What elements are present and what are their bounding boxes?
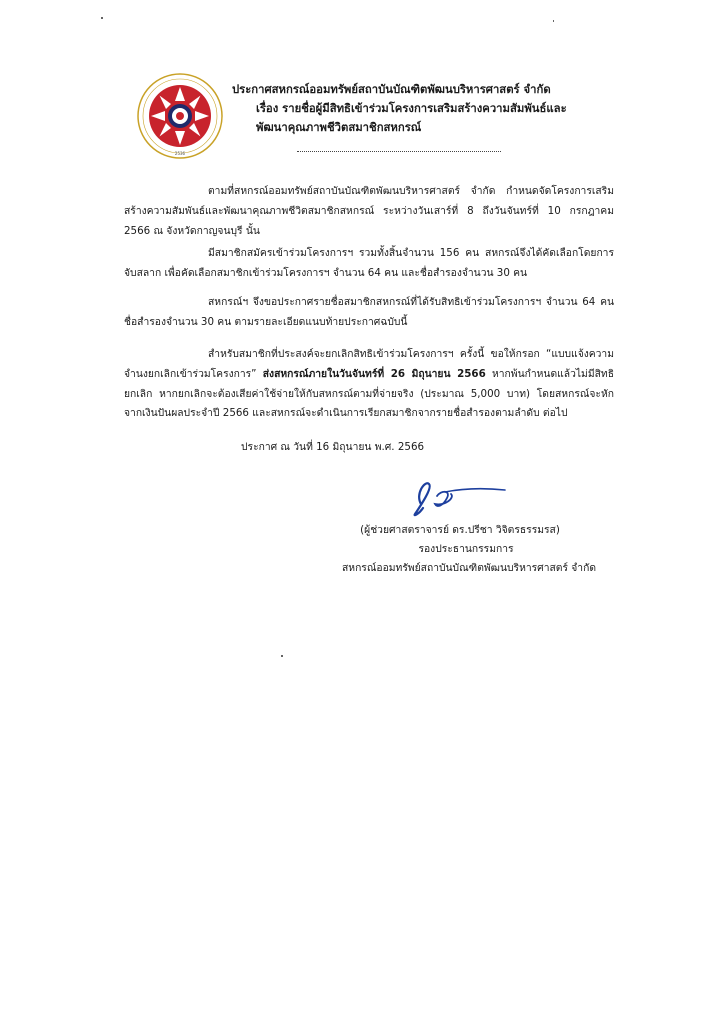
handwritten-signature [385, 474, 515, 520]
header-subject-cont: พัฒนาคุณภาพชีวิตสมาชิกสหกรณ์ [256, 121, 422, 134]
paragraph-3: สหกรณ์ฯ จึงขอประกาศรายชื่อสมาชิกสหกรณ์ที่ได้รับสิทธิเข้าร่วมโครงการฯ จำนวน 64 คน ชื่อสำรองจำนวน 30 คน ตามรายละเอียดแนบท้ายประกาศฉบับนี้ [124, 296, 614, 328]
scan-speck [281, 655, 283, 657]
scan-speck [553, 20, 554, 22]
signatory-organization: สหกรณ์ออมทรัพย์สถาบันบัณฑิตพัฒนบริหารศาสตร์ จำกัด [342, 562, 597, 574]
header-title: ประกาศสหกรณ์ออมทรัพย์สถาบันบัณฑิตพัฒนบริหารศาสตร์ จำกัด [232, 83, 551, 96]
announcement-date: ประกาศ ณ วันที่ 16 มิถุนายน พ.ศ. 2566 [241, 441, 425, 453]
announcement-header [232, 80, 577, 137]
signature-block [336, 521, 596, 578]
signatory-name: (ผู้ช่วยศาสตราจารย์ ดร.ปรีชา วิจิตรธรรมรส) [360, 524, 560, 536]
signatory-position: รองประธานกรรมการ [418, 543, 514, 555]
cooperative-seal-icon [136, 71, 224, 161]
header-divider [297, 150, 501, 152]
paragraph-2: มีสมาชิกสมัครเข้าร่วมโครงการฯ รวมทั้งสิ้นจำนวน 156 คน สหกรณ์จึงได้คัดเลือกโดยการจับสลาก เพื่อคัดเลือกสมาชิกเข้าร่วมโครงการฯ จำนวน 64 คน และชื่อสำรองจำนวน 30 คน [124, 247, 614, 279]
deadline-text: ส่งสหกรณ์ภายในวันจันทร์ที่ 26 มิถุนายน 2566 [262, 367, 486, 380]
paragraph-1: ตามที่สหกรณ์ออมทรัพย์สถาบันบัณฑิตพัฒนบริหารศาสตร์ จำกัด กำหนดจัดโครงการเสริมสร้างความสัมพันธ์และพัฒนาคุณภาพชีวิตสมาชิกสหกรณ์ ระหว่างวันเสาร์ที่ 8 ถึงวันจันทร์ที่ 10 กรกฎาคม 2566 ณ จังหวัดกาญจนบุรี นั้น [124, 185, 614, 237]
svg-text:2536: 2536 [174, 151, 186, 156]
scan-speck [101, 17, 103, 19]
header-subject: เรื่อง รายชื่อผู้มีสิทธิเข้าร่วมโครงการเสริมสร้างความสัมพันธ์และ [256, 102, 567, 115]
paragraph-4: สำหรับสมาชิกที่ประสงค์จะยกเลิกสิทธิเข้าร่วมโครงการฯ ครั้งนี้ ขอให้กรอก “แบบแจ้งความจำนงยกเลิกเข้าร่วมโครงการ” ส่งสหกรณ์ภายในวันจันทร์ที่ 26 มิถุนายน 2566 หากพ้นกำหนดแล้วไม่มีสิทธิยกเลิก หากยกเลิกจะต้องเสียค่าใช้จ่ายให้กับสหกรณ์ตามที่จ่ายจริง (ประมาณ 5,000 บาท) โดยสหกรณ์จะหักจากเงินปันผลประจำปี 2566 และสหกรณ์จะดำเนินการเรียกสมาชิกจากรายชื่อสำรองตามลำดับ ต่อไป [124, 348, 614, 420]
